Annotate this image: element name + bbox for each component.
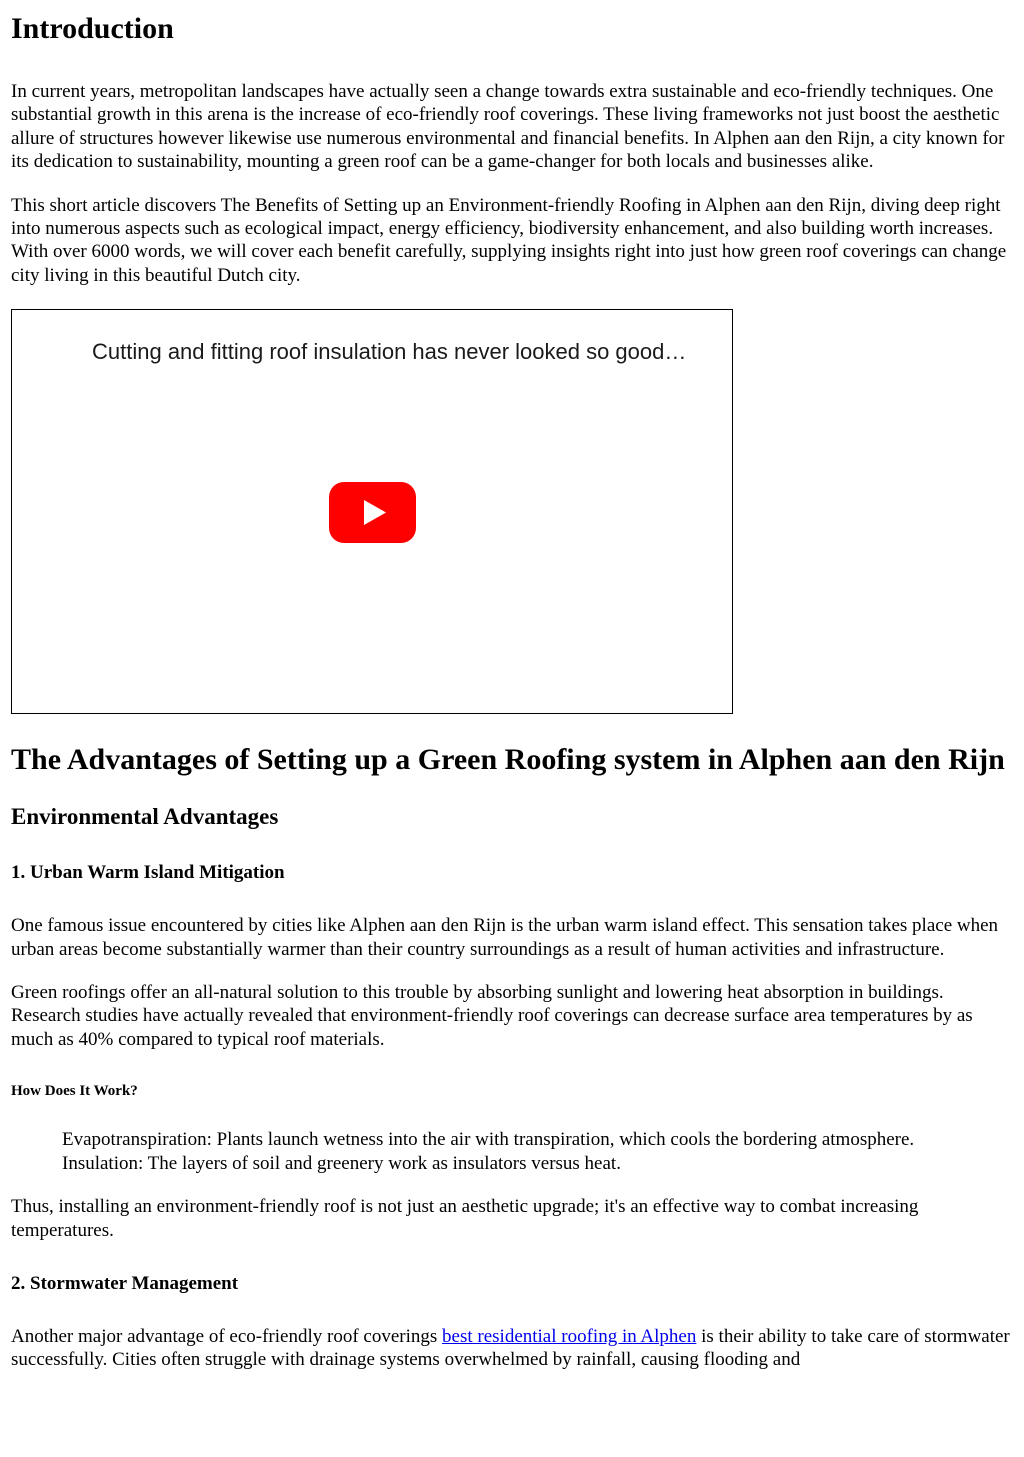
urban-heat-paragraph-2: Green roofings offer an all-natural solution to this trouble by absorbing sunlight and lowering heat absorption in buildings. Research studies have actually revealed that environment-friendly roof coverings can decrease surface area temperatures by as much as 40% compared to typical roof materials. [11,982,973,1050]
intro-paragraph-2: This short article discovers The Benefits of Setting up an Environment-friendly Roofing in Alphen aan den Rijn, diving deep right into numerous aspects such as ecological impact, energy efficiency, biodiversity enhancement, and also building worth increases. With over 6000 words, we will cover each benefit carefully, supplying insights right into just how green roof coverings can change city living in this beautiful Dutch city. [11,194,1007,286]
video-embed[interactable] [11,309,733,714]
environmental-heading: Environmental Advantages [11,804,279,830]
how-it-works-list [11,1128,1013,1175]
urban-heat-heading: 1. Urban Warm Island Mitigation [11,862,285,884]
urban-heat-paragraph-1: One famous issue encountered by cities like Alphen aan den Rijn is the urban warm island effect. This sensation takes place when urban areas become substantially warmer than their country surroundings as a result of human activities and infrastructure. [11,915,999,960]
video-title[interactable]: Cutting and fitting roof insulation has never looked so good… [92,339,687,365]
intro-paragraph-1: In current years, metropolitan landscapes have actually seen a change towards extra sustainable and eco-friendly techniques. One substantial growth in this arena is the increase of eco-friendly roof coverings. These living frameworks not just boost the aesthetic allure of structures however likewise use numerous environmental and financial benefits. In Alphen aan den Rijn, a city known for its dedication to sustainability, mounting a green roof can be a game-changer for both locals and businesses alike. [11,81,1005,173]
article [0,11,1024,1372]
stormwater-text-before: Another major advantage of eco-friendly roof coverings [11,1325,443,1347]
advantages-heading: The Advantages of Setting up a Green Roofing system in Alphen aan den Rijn [11,743,1005,777]
intro-heading: Introduction [11,12,174,45]
list-item: Insulation: The layers of soil and greenery work as insulators versus heat. [62,1152,621,1174]
stormwater-text-after: is their ability to take care of stormwater successfully. Cities often struggle with drainage systems overwhelmed by rainfall, causing flooding and [11,1325,1010,1371]
urban-heat-paragraph-3: Thus, installing an environment-friendly roof is not just an aesthetic upgrade; it's an effective way to combat increasing temperatures. [11,1196,919,1241]
stormwater-paragraph [11,1325,1013,1372]
roofing-link[interactable]: best residential roofing in Alphen [442,1325,697,1347]
list-item: Evapotranspiration: Plants launch wetness into the air with transpiration, which cools the bordering atmosphere. [62,1129,915,1151]
how-it-works-heading: How Does It Work? [11,1083,138,1100]
stormwater-heading: 2. Stormwater Management [11,1272,239,1294]
youtube-play-icon[interactable] [329,482,416,543]
